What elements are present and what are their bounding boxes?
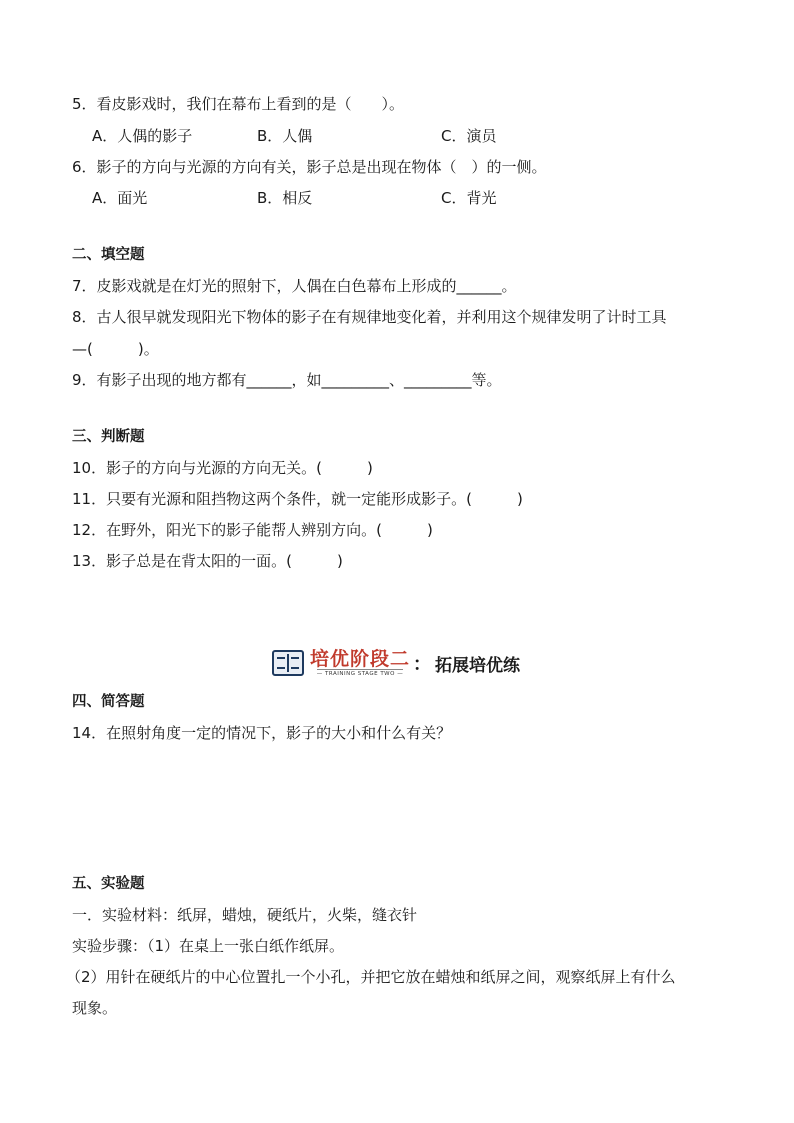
question-9: 9．有影子出现的地方都有______，如_________、_________等。 (72, 371, 502, 389)
question-11: 11．只要有光源和阻挡物这两个条件，就一定能形成影子。( ) (72, 490, 523, 508)
section-heading: 四、简答题 (72, 694, 145, 710)
question-14: 14．在照射角度一定的情况下，影子的大小和什么有关？ (72, 724, 452, 742)
experiment-step-2-line-2: 现象。 (72, 999, 118, 1017)
q5-option-a: A．人偶的影子 (92, 127, 193, 145)
experiment-step-1: 实验步骤：（1）在桌上一张白纸作纸屏。 (72, 937, 345, 955)
question-13: 13．影子总是在背太阳的一面。( ) (72, 552, 343, 570)
q6-option-b: B．相反 (257, 189, 313, 207)
q6-option-a: A．面光 (92, 189, 148, 207)
question-12: 12．在野外，阳光下的影子能帮人辨别方向。( ) (72, 521, 433, 539)
banner-colon: ： (413, 654, 432, 675)
banner-subtitle: — TRAINING STAGE TWO — (316, 670, 404, 677)
section-heading: 五、实验题 (72, 876, 145, 892)
section-heading: 三、判断题 (72, 429, 145, 445)
question-7: 7．皮影戏就是在灯光的照射下，人偶在白色幕布上形成的______。 (72, 277, 517, 295)
banner-title-block (310, 649, 410, 678)
question-8-line-1: 8．古人很早就发现阳光下物体的影子在有规律地变化着，并利用这个规律发明了计时工具 (72, 308, 667, 326)
q5-option-b: B．人偶 (257, 127, 313, 145)
section-heading: 二、填空题 (72, 247, 145, 263)
stage-banner (272, 648, 520, 678)
banner-title: 培优阶段二 (310, 647, 411, 670)
experiment-materials: 一．实验材料：纸屏，蜡烛，硬纸片，火柴，缝衣针 (72, 906, 418, 924)
question-6-text: 6．影子的方向与光源的方向有关，影子总是出现在物体（ ）的一侧。 (72, 158, 547, 176)
question-8-line-2: —( )。 (72, 340, 159, 358)
experiment-step-2-line-1: （2）用针在硬纸片的中心位置扎一个小孔，并把它放在蜡烛和纸屏之间，观察纸屏上有什么 (66, 968, 676, 986)
q5-option-c: C．演员 (441, 127, 497, 145)
book-icon (272, 650, 304, 676)
question-10: 10．影子的方向与光源的方向无关。( ) (72, 459, 373, 477)
q6-option-c: C．背光 (441, 189, 497, 207)
banner-right-title: 拓展培优练 (435, 655, 521, 676)
question-5-text: 5．看皮影戏时，我们在幕布上看到的是（ ）。 (72, 95, 405, 113)
